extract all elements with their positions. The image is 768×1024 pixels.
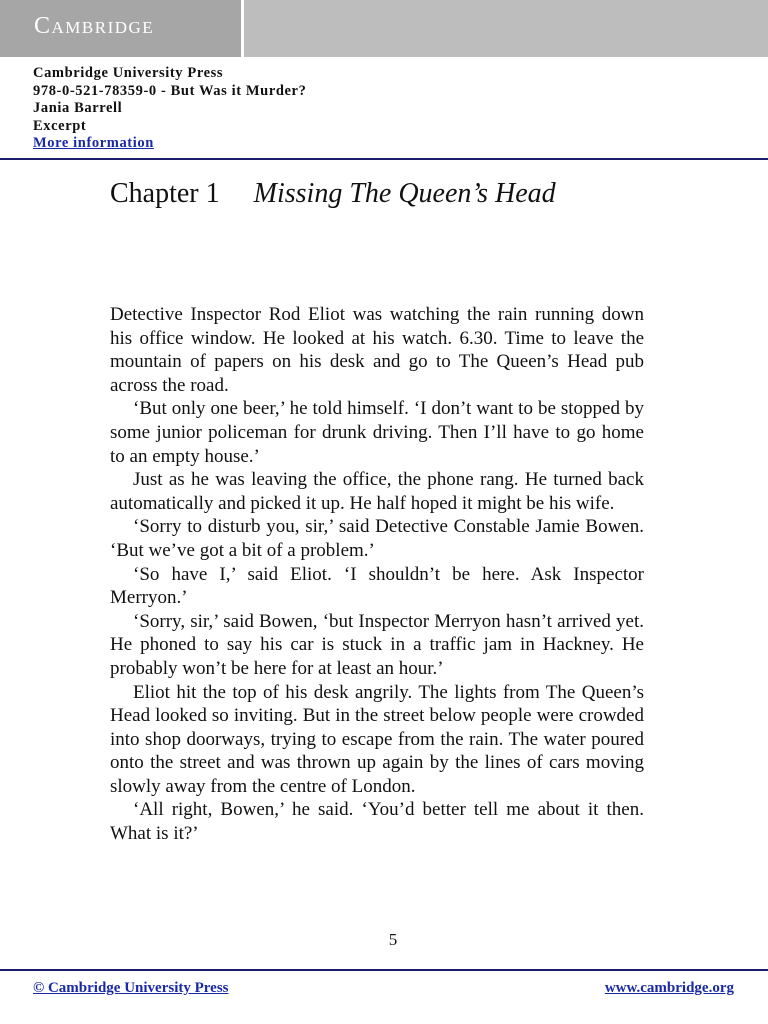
chapter-body	[110, 303, 644, 846]
meta-isbn-title: 978-0-521-78359-0 - But Was it Murder?	[33, 82, 307, 99]
meta-publisher: Cambridge University Press	[33, 65, 224, 81]
footer-divider	[0, 969, 768, 971]
paragraph: ‘All right, Bowen,’ he said. ‘You’d better tell me about it then. What is it?’	[110, 799, 644, 845]
page-number: 5	[388, 930, 398, 949]
book-meta	[33, 65, 306, 153]
chapter-heading	[110, 178, 556, 210]
meta-type: Excerpt	[33, 117, 87, 134]
paragraph: Detective Inspector Rod Eliot was watching the rain running down his office window. He looked at his watch. 6.30. Time to leave the mountain of papers on his desk and go to The Queen’s Head pub across the road.	[110, 304, 644, 396]
header-divider	[0, 158, 768, 160]
paragraph: Eliot hit the top of his desk angrily. The lights from The Queen’s Head looked so inviting. But in the street below people were crowded into shop doorways, trying to escape from the rain. The water poured onto the street and was thrown up again by the lines of cars moving slowly away from the centre of London.	[110, 681, 644, 797]
more-information-link[interactable]: More information	[33, 135, 154, 151]
paragraph: Just as he was leaving the office, the phone rang. He turned back automatically and picked it up. He half hoped it might be his wife.	[110, 469, 644, 514]
logo-divider	[241, 0, 244, 57]
publisher-logo-box	[0, 0, 241, 57]
paragraph: ‘So have I,’ said Eliot. ‘I shouldn’t be here. Ask Inspector Merryon.’	[110, 563, 644, 609]
paragraph: ‘Sorry to disturb you, sir,’ said Detective Constable Jamie Bowen. ‘But we’ve got a bit of a problem.’	[110, 516, 644, 561]
paragraph: ‘Sorry, sir,’ said Bowen, ‘but Inspector Merryon hasn’t arrived yet. He phoned to say his car is stuck in a traffic jam in Hackney. He probably won’t be here for at least an hour.’	[110, 610, 644, 679]
website-link[interactable]: www.cambridge.org	[604, 980, 734, 996]
meta-author: Jania Barrell	[33, 100, 123, 116]
publisher-logo: Cambridge	[34, 13, 155, 39]
chapter-title: Missing The Queen’s Head	[253, 178, 556, 209]
paragraph: ‘But only one beer,’ he told himself. ‘I don’t want to be stopped by some junior policeman for drunk driving. Then I’ll have to go home to an empty house.’	[110, 398, 644, 467]
chapter-number: Chapter 1	[110, 178, 220, 209]
copyright-link[interactable]: © Cambridge University Press	[33, 980, 229, 996]
